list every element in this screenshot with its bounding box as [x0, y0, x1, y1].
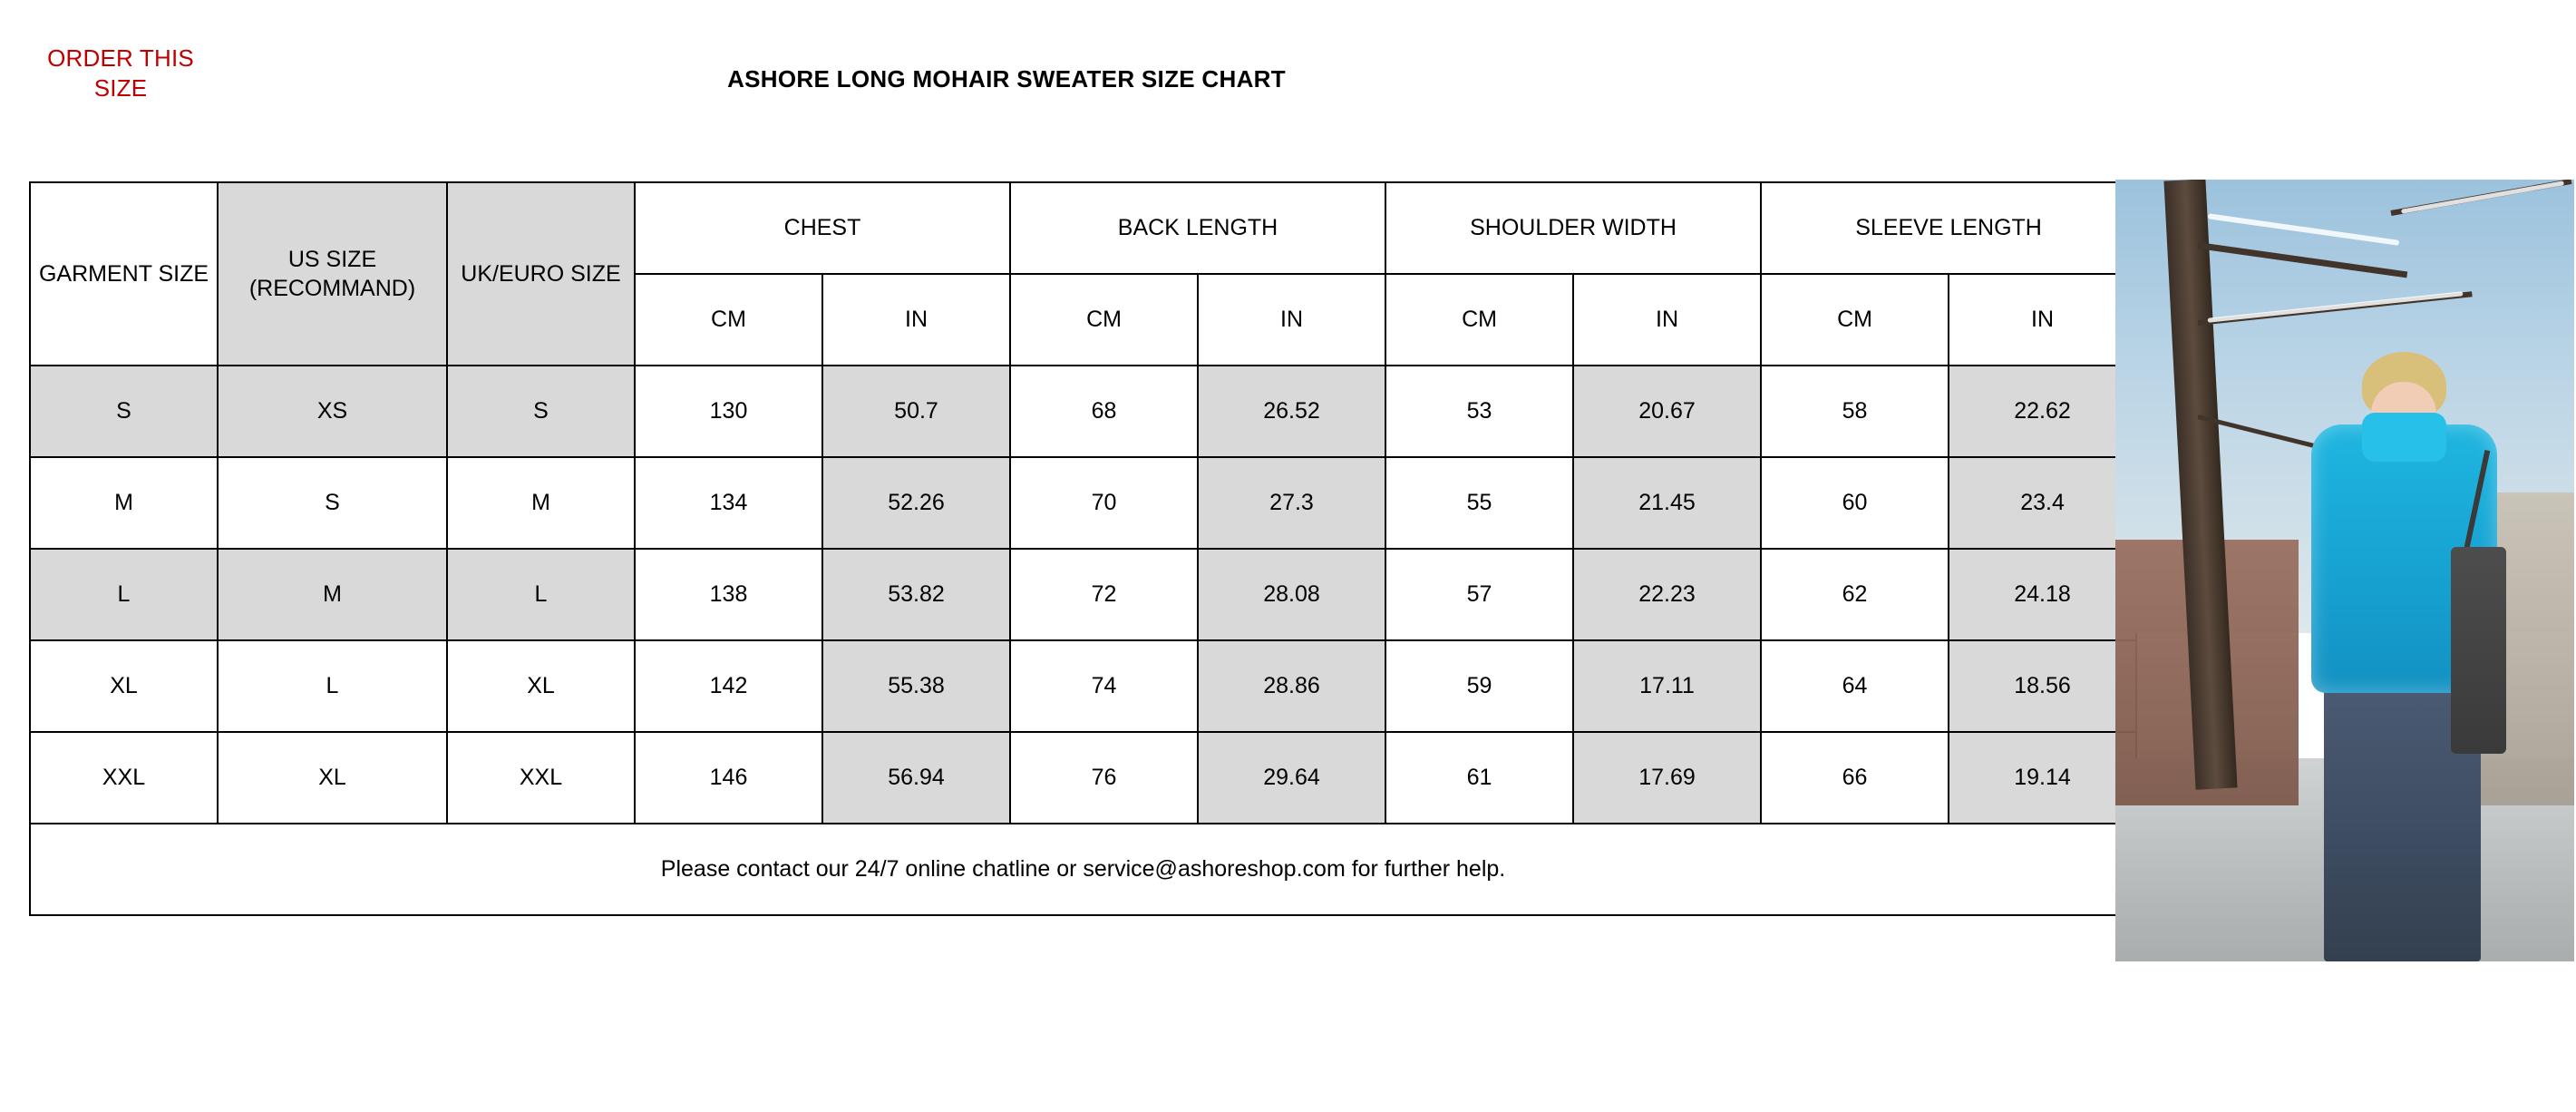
- header-unit-back-cm: CM: [1010, 274, 1198, 366]
- cell-chest-in: 53.82: [822, 549, 1010, 640]
- size-table-container: [29, 181, 2114, 916]
- header-garment-size: GARMENT SIZE: [30, 182, 218, 366]
- cell-back-cm: 68: [1010, 366, 1198, 457]
- cell-shoulder-in: 20.67: [1573, 366, 1761, 457]
- cell-chest-in: 55.38: [822, 640, 1010, 732]
- cell-sleeve-cm: 58: [1761, 366, 1949, 457]
- cell-chest-cm: 130: [635, 366, 822, 457]
- header-unit-chest-in: IN: [822, 274, 1010, 366]
- header-group-chest: CHEST: [635, 182, 1010, 274]
- header-unit-chest-cm: CM: [635, 274, 822, 366]
- header-group-shoulder-width: SHOULDER WIDTH: [1385, 182, 1761, 274]
- cell-sleeve-in: 23.4: [1949, 457, 2136, 549]
- cell-shoulder-in: 22.23: [1573, 549, 1761, 640]
- cell-shoulder-in: 17.11: [1573, 640, 1761, 732]
- cell-uk-size: M: [447, 457, 635, 549]
- table-row: [30, 549, 2136, 640]
- cell-sleeve-in: 19.14: [1949, 732, 2136, 824]
- cell-uk-size: S: [447, 366, 635, 457]
- cell-uk-size: XL: [447, 640, 635, 732]
- header-unit-back-in: IN: [1198, 274, 1385, 366]
- photo-model: [2299, 352, 2510, 961]
- cell-back-in: 28.86: [1198, 640, 1385, 732]
- cell-back-cm: 76: [1010, 732, 1198, 824]
- cell-us-size: XL: [218, 732, 447, 824]
- cell-sleeve-in: 24.18: [1949, 549, 2136, 640]
- cell-back-cm: 72: [1010, 549, 1198, 640]
- cell-shoulder-cm: 57: [1385, 549, 1573, 640]
- cell-chest-cm: 138: [635, 549, 822, 640]
- header-unit-shoulder-in: IN: [1573, 274, 1761, 366]
- header-group-back-length: BACK LENGTH: [1010, 182, 1385, 274]
- table-row: [30, 640, 2136, 732]
- cell-chest-cm: 142: [635, 640, 822, 732]
- cell-chest-in: 56.94: [822, 732, 1010, 824]
- cell-chest-in: 52.26: [822, 457, 1010, 549]
- header-us-size: US SIZE (RECOMMAND): [218, 182, 447, 366]
- model-photo: [2115, 180, 2574, 961]
- table-row: [30, 732, 2136, 824]
- header-row-groups: [30, 182, 2136, 274]
- cell-sleeve-cm: 62: [1761, 549, 1949, 640]
- cell-garment-size: XXL: [30, 732, 218, 824]
- cell-shoulder-cm: 59: [1385, 640, 1573, 732]
- cell-back-cm: 70: [1010, 457, 1198, 549]
- cell-shoulder-in: 21.45: [1573, 457, 1761, 549]
- cell-garment-size: M: [30, 457, 218, 549]
- cell-garment-size: L: [30, 549, 218, 640]
- cell-chest-cm: 134: [635, 457, 822, 549]
- header-unit-shoulder-cm: CM: [1385, 274, 1573, 366]
- cell-shoulder-cm: 61: [1385, 732, 1573, 824]
- table-row: [30, 366, 2136, 457]
- cell-shoulder-cm: 55: [1385, 457, 1573, 549]
- photo-model-collar: [2362, 413, 2446, 462]
- cell-chest-in: 50.7: [822, 366, 1010, 457]
- size-chart-table: [29, 181, 2137, 916]
- cell-sleeve-cm: 66: [1761, 732, 1949, 824]
- cell-uk-size: L: [447, 549, 635, 640]
- header-unit-sleeve-in: IN: [1949, 274, 2136, 366]
- table-header: [30, 182, 2136, 366]
- cell-uk-size: XXL: [447, 732, 635, 824]
- cell-sleeve-cm: 64: [1761, 640, 1949, 732]
- cell-shoulder-in: 17.69: [1573, 732, 1761, 824]
- cell-back-in: 27.3: [1198, 457, 1385, 549]
- table-row: [30, 457, 2136, 549]
- cell-us-size: M: [218, 549, 447, 640]
- cell-us-size: L: [218, 640, 447, 732]
- header-uk-euro-size: UK/EURO SIZE: [447, 182, 635, 366]
- cell-back-cm: 74: [1010, 640, 1198, 732]
- cell-sleeve-in: 18.56: [1949, 640, 2136, 732]
- cell-back-in: 29.64: [1198, 732, 1385, 824]
- table-body: [30, 366, 2136, 915]
- table-footer-row: [30, 824, 2136, 915]
- cell-garment-size: XL: [30, 640, 218, 732]
- cell-us-size: S: [218, 457, 447, 549]
- cell-sleeve-cm: 60: [1761, 457, 1949, 549]
- cell-back-in: 26.52: [1198, 366, 1385, 457]
- order-this-size-note: ORDER THIS SIZE: [47, 44, 194, 102]
- cell-shoulder-cm: 53: [1385, 366, 1573, 457]
- page-title: ASHORE LONG MOHAIR SWEATER SIZE CHART: [727, 65, 1286, 93]
- header-group-sleeve-length: SLEEVE LENGTH: [1761, 182, 2136, 274]
- cell-chest-cm: 146: [635, 732, 822, 824]
- cell-us-size: XS: [218, 366, 447, 457]
- cell-garment-size: S: [30, 366, 218, 457]
- cell-back-in: 28.08: [1198, 549, 1385, 640]
- contact-help-text: Please contact our 24/7 online chatline or service@ashoreshop.com for further help.: [30, 824, 2136, 915]
- header-unit-sleeve-cm: CM: [1761, 274, 1949, 366]
- photo-model-bag: [2451, 547, 2506, 755]
- cell-sleeve-in: 22.62: [1949, 366, 2136, 457]
